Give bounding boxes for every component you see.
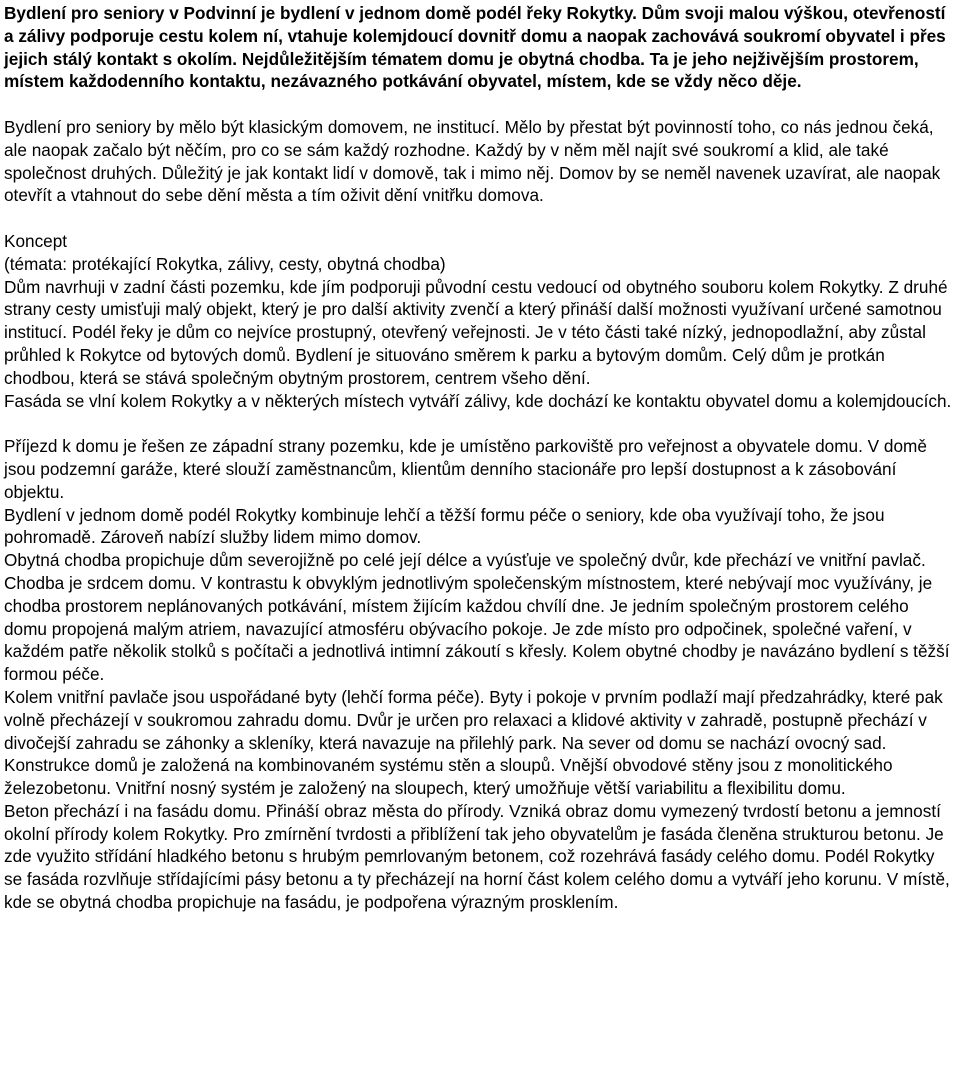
home-paragraph xyxy=(4,116,956,207)
intro-paragraph: Bydlení pro seniory v Podvinní je bydlení v jednom domě podél řeky Rokytky. Dům svoji malou výškou, otevřeností a zálivy podporuje cestu kolem ní, vtahuje kolemjdoucí dovnitř domu a naopak zachovává soukromí obyvatel i přes jejich stálý kontakt s okolím. Nejdůležitějším tématem domu je obytná chodba. Ta je jeho nejživějším prostorem, místem každodenního kontaktu, nezávazného potkávání obyvatel, místem, kde se vždy něco děje. xyxy=(4,3,946,92)
concept-paragraph-1: Dům navrhuji v zadní části pozemku, kde jím podporuji původní cestu vedoucí od obytného souboru kolem Rokytky. Z druhé strany cesty umisťuji malý objekt, který je pro další aktivity zvenčí a který přináší další možnosti využívaní určené samotnou institucí. Podél řeky je dům co nejvíce prostupný, otevřený veřejnosti. Je v této části také nízký, jednopodlažní, aby zůstal průhled k Rokytce od bytových domů. Bydlení je situováno směrem k parku a bytovým domům. Celý dům je protkán chodbou, která se stává společným obytným prostorem, centrem všeho dění. xyxy=(4,276,948,388)
gallery-paragraph: Kolem vnitřní pavlače jsou uspořádané byty (lehčí forma péče). Byty i pokoje v prvním podlaží mají předzahrádky, které pak volně přecházejí v soukromou zahradu domu. Dvůr je určen pro relaxaci a klidové aktivity v zahradě, postupně přechází v divočejší zahradu se záhonky a skleníky, která navazuje na přilehlý park. Na sever od domu se nachází ovocný sad. xyxy=(4,686,943,753)
construction-paragraph: Konstrukce domů je založená na kombinovaném systému stěn a sloupů. Vnější obvodové stěny jsou z monolitického železobetonu. Vnitřní nosný systém je založený na sloupech, který umožňuje větší variabilitu a flexibilitu domu. xyxy=(4,755,893,799)
concept-heading: Koncept xyxy=(4,230,68,251)
corridor-paragraph: Obytná chodba propichuje dům severojižně po celé její délce a vyúsťuje ve společný dvůr, kde přechází ve vnitřní pavlač. Chodba je srdcem domu. V kontrastu k obvyklým jednotlivým společenským místnostem, které nebývají moc využívány, je chodba prostorem neplánovaných potkávání, místem žijícím každou chvílí dne. Je jedním společným prostorem celého domu propojená malým atriem, navazující atmosféru obývacího pokoje. Je zde místo pro odpočinek, společné vaření, v každém patře několik stolků s počítači a jednotlivá intimní zákoutí s křesly. Kolem obytné chodby je navázáno bydlení s těžší formou péče. xyxy=(4,550,950,685)
home-paragraph-body: Mělo by přestat být povinností toho, co nás jednou čeká, ale naopak začalo být něčím, pro co se sám každý rozhodne. Každý by v něm měl najít své soukromí a klid, ale také společnost druhých. Důležitý je jak kontakt lidí v domově, tak i mimo něj. Domov by se neměl navenek uzavírat, ale naopak otevřít a vtahnout do sebe dění města a tím oživit dění vnitřku domova. xyxy=(4,116,941,206)
concept-paragraph-2: Fasáda se vlní kolem Rokytky a v některých místech vytváří zálivy, kde dochází ke kontaktu obyvatel domu a kolemjdoucích. xyxy=(4,390,952,411)
facade-paragraph: Beton přechází i na fasádu domu. Přináší obraz města do přírody. Vzniká obraz domu vymezený tvrdostí betonu a jemností okolní přírody kolem Rokytky. Pro zmírnění tvrdosti a přiblížení tak jeho obyvatelům je fasáda členěna strukturou betonu. Je zde využito střídání hladkého betonu s hrubým pemrlovaným betonem, což rozehrává fasády celého domu. Podél Rokytky se fasáda rozvlňuje střídajícími pásy betonu a ty přecházejí na horní část kolem celého domu a vytváří jeho korunu. V místě, kde se obytná chodba propichuje na fasádu, je podpořena výrazným prosklením. xyxy=(4,800,950,913)
concept-topics: (témata: protékající Rokytka, zálivy, cesty, obytná chodba) xyxy=(4,253,446,274)
care-paragraph: Bydlení v jednom domě podél Rokytky kombinuje lehčí a těžší formu péče o seniory, kde oba využívají toho, že jsou pohromadě. Zároveň nabízí služby lidem mimo domov. xyxy=(4,504,885,548)
access-paragraph: Příjezd k domu je řešen ze západní strany pozemku, kde je umístěno parkoviště pro veřejnost a obyvatele domu. V domě jsou podzemní garáže, které slouží zaměstnancům, klientům denního stacionáře pro lepší dostupnost a k zásobování objektu. xyxy=(4,436,927,502)
home-paragraph-lead: Bydlení pro seniory by mělo být klasickým domovem, ne institucí. xyxy=(4,116,500,137)
